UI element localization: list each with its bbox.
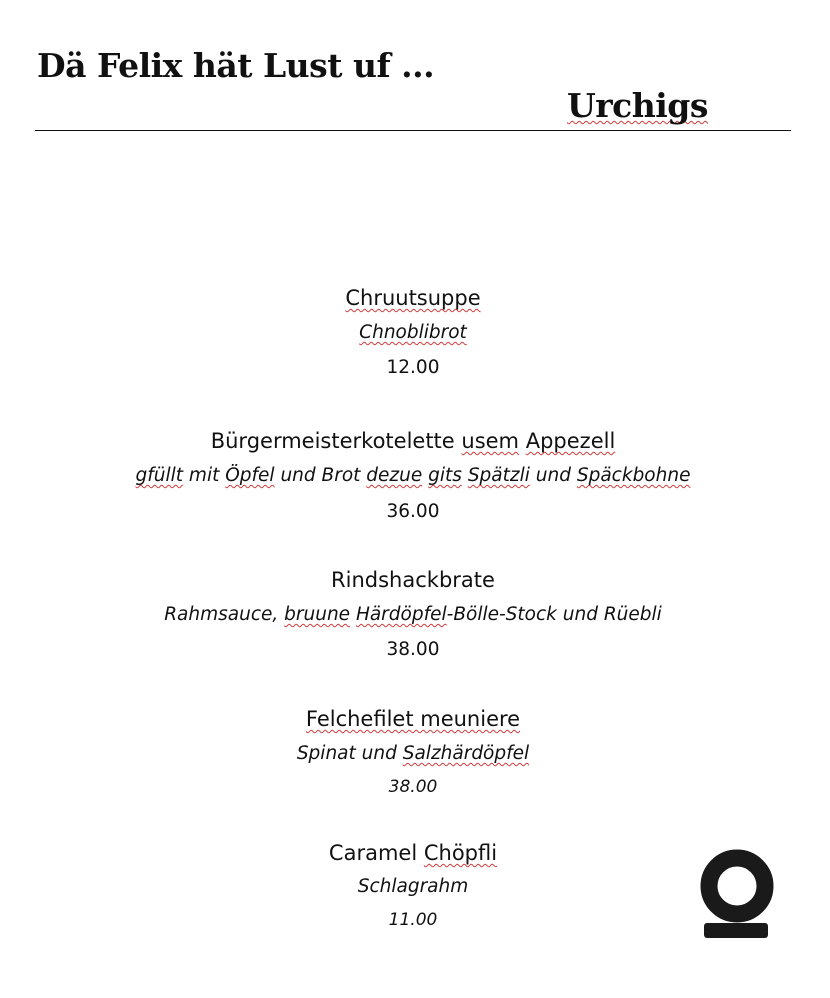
name-part: Bürgermeisterkotelette — [210, 429, 462, 453]
menu-item-description: Schlagrahm — [357, 876, 469, 897]
menu-item-price: 38.00 — [388, 777, 438, 797]
menu-item-price: 12.00 — [386, 357, 440, 378]
menu-item-description — [0, 464, 826, 488]
logo-bar — [704, 923, 768, 938]
desc-part: und Brot — [274, 465, 367, 486]
desc-part: und — [529, 465, 577, 486]
desc-part: gits — [428, 465, 462, 486]
name-part: Chöpfli — [423, 841, 498, 865]
menu-item-price: 36.00 — [386, 501, 440, 522]
desc-part: mit — [183, 465, 226, 486]
desc-part: Rahmsauce, — [164, 604, 285, 625]
restaurant-logo-icon — [700, 847, 776, 941]
desc-part: Späckbohne — [576, 465, 691, 486]
menu-item-name — [0, 706, 826, 732]
menu-item-name — [0, 285, 826, 311]
menu-item-price: 11.00 — [388, 910, 438, 930]
menu-item-description-text: Chnoblibrot — [359, 322, 467, 343]
desc-part: Härdöpfel — [355, 604, 447, 625]
section-title: Urchigs — [567, 86, 708, 125]
menu-item-name-text: Felchefilet meuniere — [305, 707, 521, 731]
desc-part: Salzhärdöpfel — [402, 743, 530, 764]
name-part: Caramel — [328, 841, 424, 865]
name-part: usem — [461, 429, 520, 453]
desc-part: -Bölle-Stock und Rüebli — [446, 604, 662, 625]
name-part: Appezell — [525, 429, 616, 453]
menu-item-description — [0, 321, 826, 345]
desc-part: dezue — [366, 465, 423, 486]
name-part — [519, 429, 526, 453]
desc-part: bruune — [284, 604, 351, 625]
logo-ring — [709, 858, 765, 914]
menu-item-name: Rindshackbrate — [331, 568, 495, 592]
menu-item-name — [0, 428, 826, 454]
menu-item-name-text: Chruutsuppe — [345, 286, 481, 310]
desc-part: Spinat und — [296, 743, 403, 764]
menu-item-price: 38.00 — [386, 639, 440, 660]
header-divider — [35, 130, 791, 131]
desc-part: gfüllt — [135, 465, 184, 486]
desc-part: Öpfel — [225, 465, 275, 486]
menu-item-description — [0, 742, 826, 766]
page-title: Dä Felix hät Lust uf ... — [37, 46, 435, 85]
desc-part: Spätzli — [467, 465, 530, 486]
menu-item-description — [0, 603, 826, 627]
